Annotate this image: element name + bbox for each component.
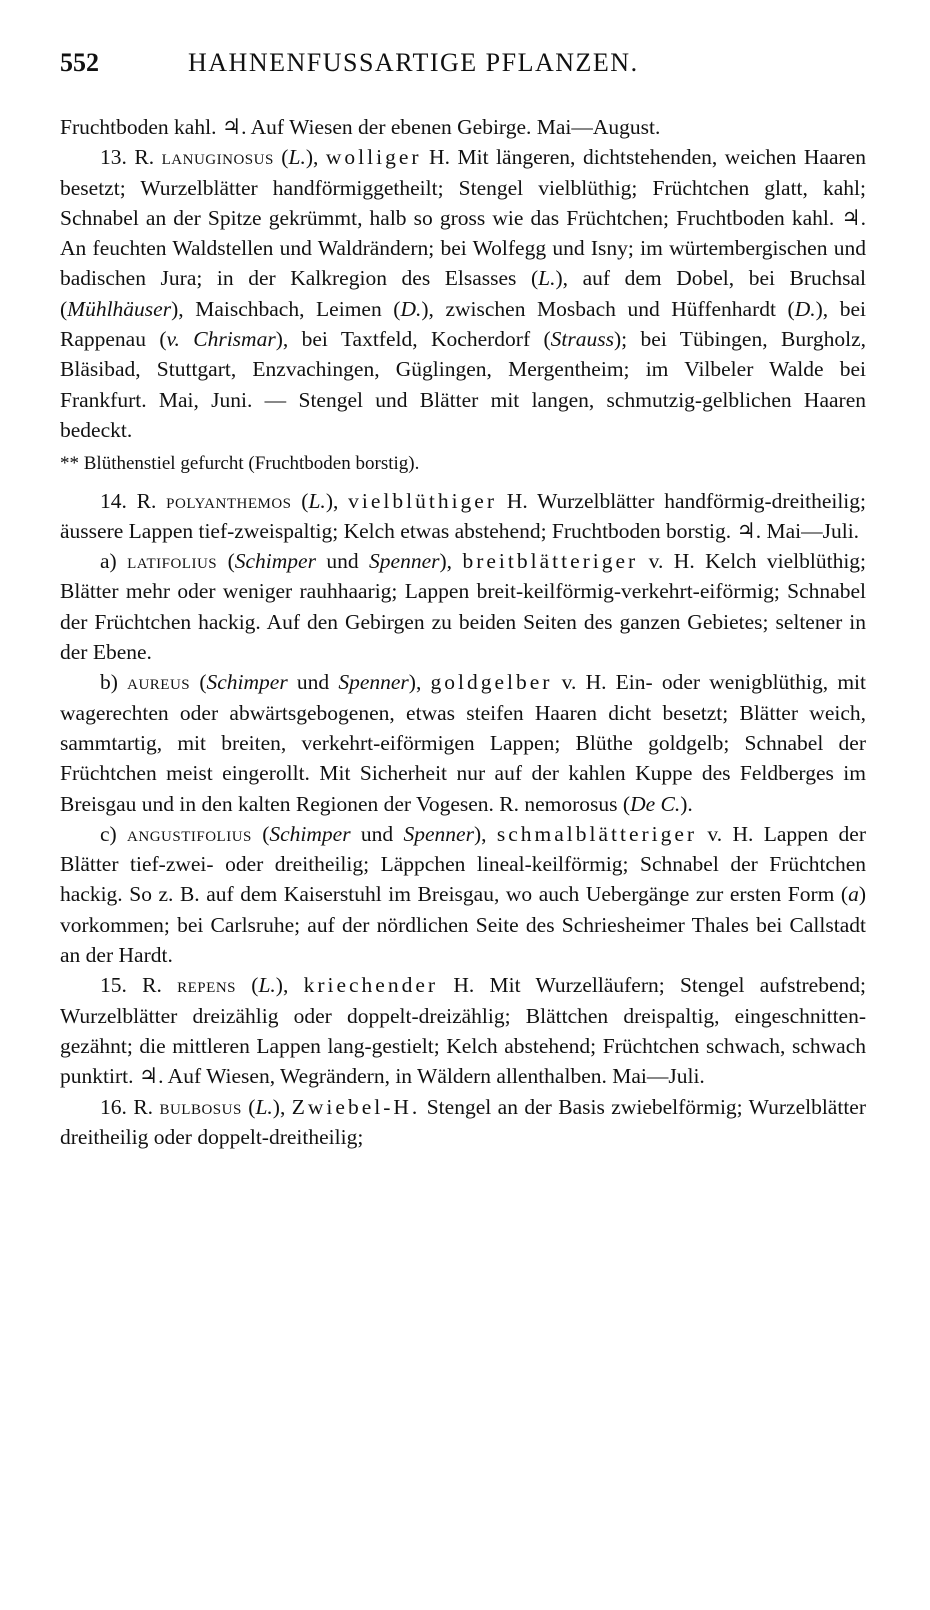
text-run: ( xyxy=(291,488,309,513)
common-name: breitblätteriger xyxy=(462,549,639,574)
paragraph xyxy=(60,142,866,445)
taxon-name: bulbosus xyxy=(159,1094,242,1119)
common-name: Zwiebel-H. xyxy=(291,1094,421,1119)
text-run: ), xyxy=(473,821,497,846)
text-run: v. H. Ein- oder wenigblüthig, mit wagerechten oder abwärtsgebogenen, etwas steifen Haaren dicht besetzt; Blätter weich, sammtartig, mit breiten, verkehrt-eiförmigen Lappen; Blüthe goldgelb; Schnabel der Früchtchen meist eingerollt. Mit Sicherheit nur auf der kahlen Kuppe des Feldberges im Breisgau und in den kalten Regionen der Vogesen. R. nemorosus ( xyxy=(60,670,866,816)
text-run: ** Blüthenstiel gefurcht (Fruchtboden borstig). xyxy=(60,453,420,475)
text-run: ( xyxy=(251,821,270,846)
paragraph xyxy=(60,112,866,142)
italic-text: L. xyxy=(255,1094,273,1119)
text-run: ), xyxy=(325,488,349,513)
paragraph xyxy=(60,970,866,1091)
common-name: schmalblätteriger xyxy=(496,821,698,846)
text-run: ) vorkommen; bei Carlsruhe; auf der nördlichen Seite des Schriesheimer Thales bei Callstadt an der Hardt. xyxy=(60,882,866,968)
taxon-name: repens xyxy=(177,973,236,998)
text-run: 13. R. xyxy=(100,145,162,170)
paragraph xyxy=(60,486,866,547)
text-run: ), xyxy=(408,670,431,695)
text-run: ), bei Rappenau ( xyxy=(60,296,866,352)
text-run: ); bei Tübingen, Burgholz, Bläsibad, Stuttgart, Enzvachingen, Güglingen, Mergentheim; im Vilbeler Walde bei Frankfurt. Mai, Juni. — Stengel und Blätter mit langen, schmutzig-gelblichen Haaren bedeckt. xyxy=(60,327,866,442)
common-name: wolliger xyxy=(325,145,422,170)
text-run: 16. R. xyxy=(100,1094,160,1119)
text-run: ( xyxy=(241,1094,256,1119)
page-number: 552 xyxy=(60,48,99,77)
italic-text: Strauss xyxy=(550,327,614,352)
taxon-name: angustifolius xyxy=(127,821,252,846)
italic-text: De C. xyxy=(630,791,681,816)
text-run: ), xyxy=(305,145,326,170)
paragraph xyxy=(60,819,866,970)
text-run: Stengel an der Basis zwiebelförmig; Wurzelblätter dreitheilig oder doppelt-dreitheilig; xyxy=(60,1094,866,1149)
italic-text: L. xyxy=(288,145,306,170)
text-run: 14. R. xyxy=(100,488,167,513)
text-run: ), Maischbach, Leimen ( xyxy=(171,296,401,321)
italic-text: Spenner xyxy=(338,670,409,695)
text-run: a) xyxy=(100,549,128,574)
italic-text: L. xyxy=(308,488,326,513)
italic-text: v. Chrismar xyxy=(166,327,276,352)
italic-text: D. xyxy=(794,296,816,321)
italic-text: Mühlhäuser xyxy=(67,296,172,321)
taxon-name: aureus xyxy=(127,670,191,695)
text-run: v. H. Lappen der Blätter tief-zwei- oder dreitheilig; Läppchen lineal-keilförmig; Schnabel der Früchtchen hackig. So z. B. auf dem Kaiserstuhl im Breisgau, wo auch Uebergänge zur ersten Form ( xyxy=(60,821,866,907)
text-run: und xyxy=(350,821,404,846)
text-run: b) xyxy=(100,670,128,695)
text-run: ), zwischen Mosbach und Hüffenhardt ( xyxy=(421,296,795,321)
text-run: ( xyxy=(273,145,289,170)
page-header xyxy=(60,48,870,88)
text-run: Fruchtboden kahl. ♃. Auf Wiesen der ebenen Gebirge. Mai—August. xyxy=(60,115,661,139)
taxon-name: latifolius xyxy=(127,549,218,574)
italic-text: a xyxy=(848,882,859,907)
taxon-name: lanuginosus xyxy=(161,145,274,170)
text-run: ( xyxy=(190,670,207,695)
text-run: ), auf dem Dobel, bei Bruchsal ( xyxy=(60,266,866,321)
text-run: ( xyxy=(236,973,259,998)
paragraph xyxy=(60,667,866,818)
text-run: ), xyxy=(272,1094,292,1119)
italic-text: Spenner xyxy=(369,549,440,574)
italic-text: D. xyxy=(400,296,422,321)
running-title: HAHNENFUSSARTIGE PFLANZEN. xyxy=(188,48,639,77)
text-run: ), xyxy=(439,549,463,574)
text-run: ), bei Taxtfeld, Kocherdorf ( xyxy=(275,327,551,352)
text-run: H. Mit Wurzelläufern; Stengel aufstrebend; Wurzelblätter dreizählig oder doppelt-dreizählig; Blättchen dreispaltig, eingeschnitten-gezähnt; die mittleren Lappen lang-gestielt; Kelch abstehend; Früchtchen schwach, schwach punktirt. ♃. Auf Wiesen, Wegrändern, in Wäldern allenthalben. Mai—Juli. xyxy=(60,973,866,1089)
italic-text: Schimper xyxy=(206,670,288,695)
text-run: H. Wurzelblätter handförmig-dreitheilig; äussere Lappen tief-zweispaltig; Kelch etwas abstehend; Fruchtboden borstig. ♃. Mai—Juli. xyxy=(60,488,866,543)
italic-text: Schimper xyxy=(269,821,351,846)
italic-text: L. xyxy=(538,266,556,291)
italic-text: Schimper xyxy=(234,549,316,574)
italic-text: Spenner xyxy=(403,821,474,846)
text-run: ), xyxy=(275,973,304,998)
text-run: 15. R. xyxy=(100,973,178,998)
text-run: und xyxy=(287,670,339,695)
text-run: ). xyxy=(680,791,693,816)
page-body xyxy=(60,112,866,1152)
taxon-name: polyanthemos xyxy=(166,488,292,513)
text-run: und xyxy=(315,549,370,574)
paragraph xyxy=(60,1092,866,1153)
italic-text: L. xyxy=(258,973,276,998)
text-run: H. Mit längeren, dichtstehenden, weichen Haaren besetzt; Wurzelblätter handförmiggetheilt; Stengel vielblüthig; Früchtchen glatt, kahl; Schnabel an der Spitze gekrümmt, halb so gross wie das Früchtchen; Fruchtboden kahl. ♃. An feuchten Waldstellen und Waldrändern; bei Wolfegg und Isny; im würtembergischen und badischen Jura; in der Kalkregion des Elsasses ( xyxy=(60,145,866,291)
paragraph xyxy=(60,546,866,667)
common-name: goldgelber xyxy=(430,670,553,695)
text-run: v. H. Kelch vielblüthig; Blätter mehr oder weniger rauhhaarig; Lappen breit-keilförmig-verkehrt-eiförmig; Schnabel der Früchtchen hackig. Auf den Gebirgen zu beiden Seiten des ganzen Gebietes; seltener in der Ebene. xyxy=(60,549,867,665)
section-note xyxy=(60,449,866,479)
common-name: kriechender xyxy=(303,973,439,998)
common-name: vielblüthiger xyxy=(348,488,498,513)
text-run: ( xyxy=(217,549,235,574)
text-run: c) xyxy=(100,821,128,846)
